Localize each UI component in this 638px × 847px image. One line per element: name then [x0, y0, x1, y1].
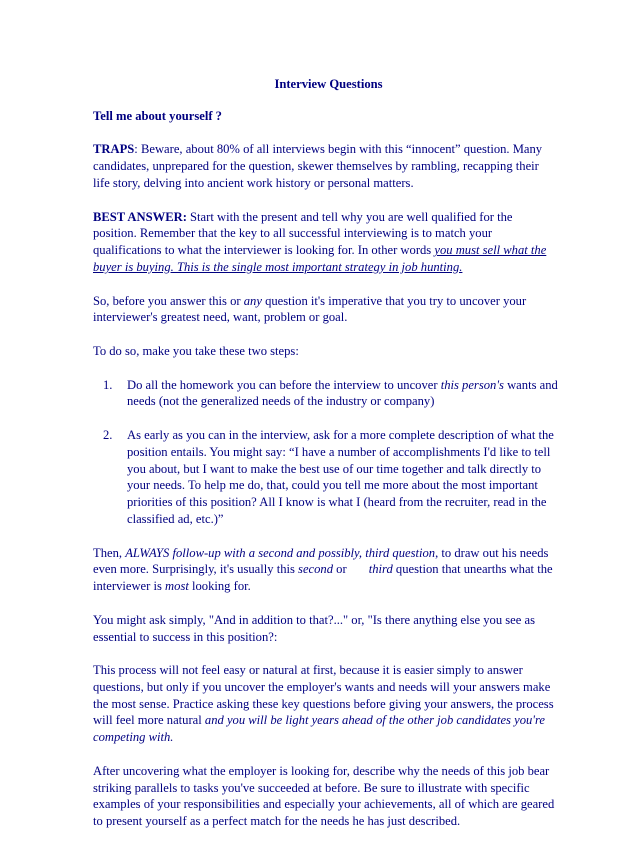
steps-list	[93, 377, 558, 528]
document-body	[93, 76, 558, 847]
traps-paragraph	[93, 141, 558, 191]
step-text-end: wants and needs (not the generalized needs of the industry or company)	[127, 377, 558, 409]
step-emphasis: this person's	[440, 377, 504, 392]
after-paragraph: After uncovering what the employer is looking for, describe why the needs of this job bear striking parallels to tasks you've succeeded at before. Be sure to illustrate with specific examples of your responsibilities and especially your achievements, all of which are geared to present yourself as a perfect match for the needs he has just described.	[93, 763, 555, 829]
follow-up-emphasis: ALWAYS follow-up with a second and possibly, third question	[125, 545, 436, 560]
step-text: Do all the homework you can before the interview to uncover	[127, 377, 441, 392]
steps-intro: To do so, make you take these two steps:	[93, 343, 299, 358]
follow-up-emphasis-2: second	[298, 562, 334, 577]
follow-up-paragraph	[93, 545, 558, 595]
before-answer-text-end: question it's imperative that you try to uncover your interviewer's greatest need, want, problem or goal.	[93, 293, 527, 325]
before-answer-text: So, before you answer this or	[93, 293, 244, 308]
best-answer-text: Start with the present and tell why you are well qualified for the position. Remember that the key to all successful interviewing is to match your qualifications to what the interviewer is looking for. In other words	[93, 209, 513, 258]
question-heading: Tell me about yourself ?	[93, 108, 222, 123]
traps-colon: :	[134, 142, 141, 157]
process-paragraph	[93, 662, 558, 746]
follow-up-text-5: looking for.	[188, 579, 251, 594]
before-answer-paragraph	[93, 293, 558, 327]
best-answer-emphasis: you must sell what the buyer is buying. This is the single most important strategy in job hunting.	[93, 243, 547, 274]
list-item	[93, 377, 558, 411]
before-answer-emphasis: any	[243, 293, 262, 308]
traps-text: Beware, about 80% of all interviews begin with this “innocent” question. Many candidates, unprepared for the question, skewer themselves by rambling, recapping their life story, delving into ancient work history or personal matters.	[93, 142, 543, 190]
process-emphasis: and you will be light years ahead of the other job candidates you're competing with.	[93, 713, 546, 745]
list-item	[93, 427, 558, 528]
step-number: 2.	[103, 427, 113, 442]
process-text: This process will not feel easy or natural at first, because it is easier simply to answer questions, but only if you uncover the employer's wants and needs will your answers make the most sense. Practice asking these key questions before giving your answers, the process will feel more natural	[93, 663, 554, 728]
best-answer-paragraph	[93, 209, 558, 276]
page-title: Interview Questions	[274, 77, 383, 91]
follow-up-text-2: , to draw out his needs even more. Surprisingly, it's usually this	[93, 545, 549, 577]
traps-label: TRAPS	[93, 142, 135, 157]
ask-simply-paragraph: You might ask simply, "And in addition to that?..." or, "Is there anything else you see as essential to success in this position?:	[93, 612, 536, 644]
follow-up-text-3: or	[333, 562, 369, 577]
follow-up-emphasis-4: most	[165, 579, 189, 594]
follow-up-text-4: question that unearths what the interviewer is	[93, 562, 553, 594]
step-text: As early as you can in the interview, ask for a more complete description of what the position entails. You might say: “I have a number of accomplishments I'd like to tell you about, but I want to make the best use of our time together and talk directly to your needs. To help me do, that, could you tell me more about the most important priorities of this position? All I know is what I (heard from the recruiter, read in the classified ad, etc.)”	[127, 427, 554, 526]
follow-up-emphasis-3: third	[368, 562, 393, 577]
follow-up-text: Then,	[93, 545, 126, 560]
best-answer-label: BEST ANSWER:	[93, 209, 187, 224]
step-number: 1.	[103, 377, 113, 392]
